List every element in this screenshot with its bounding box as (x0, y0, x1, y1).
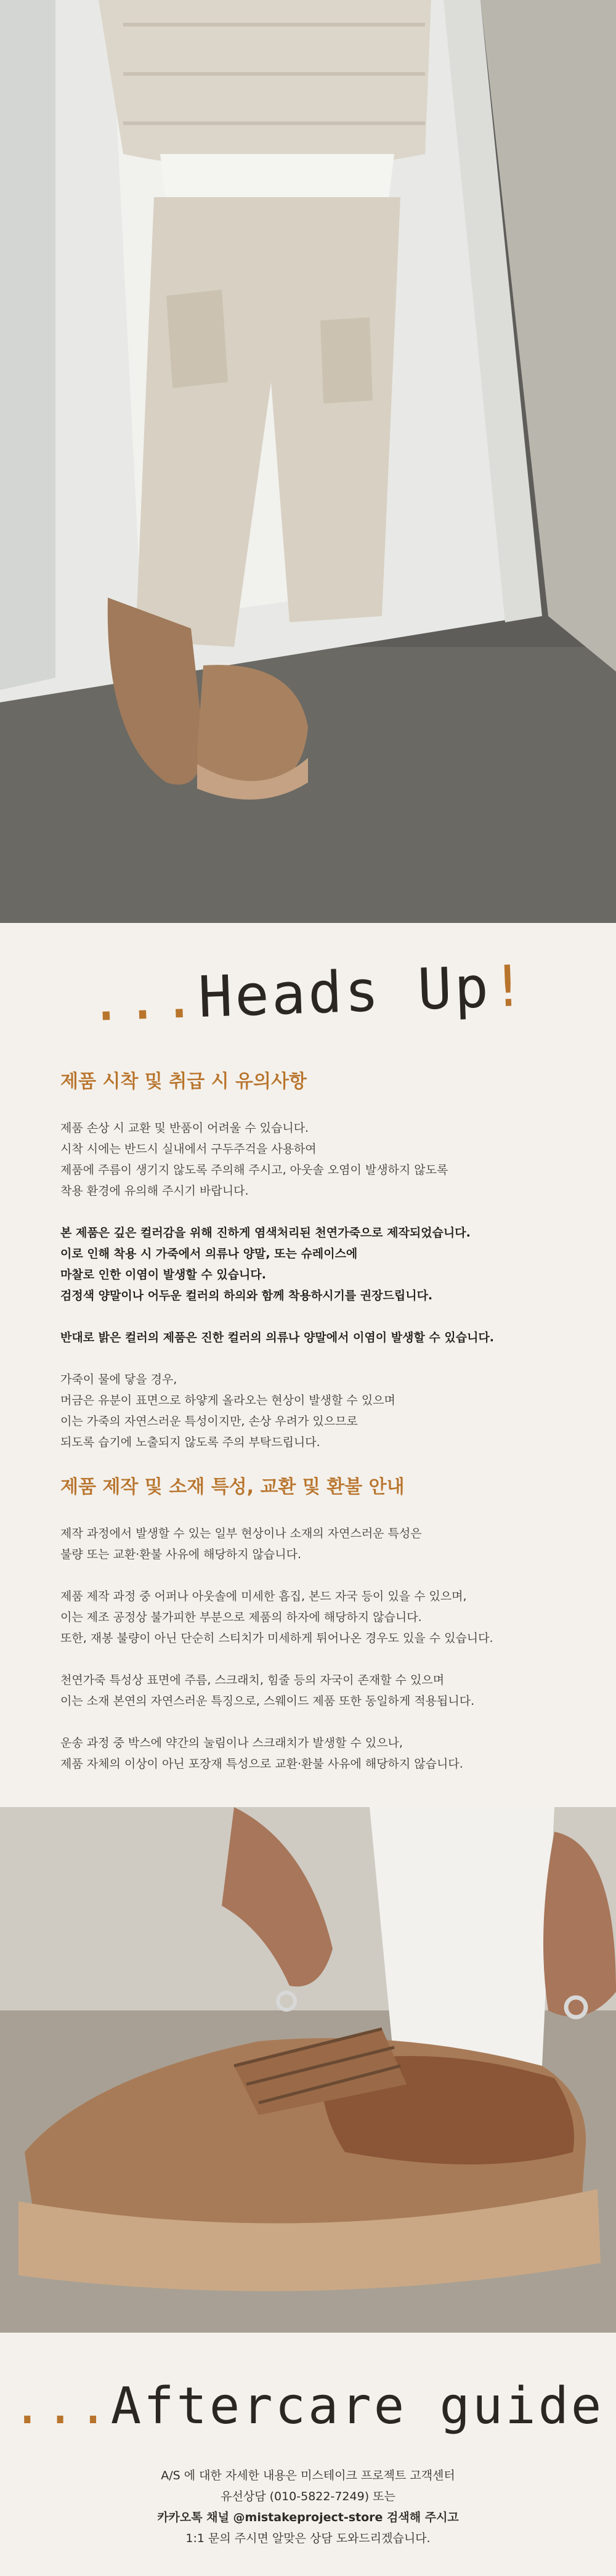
notice-paragraph (60, 1118, 565, 1201)
notice-line: 이는 제조 공정상 불가피한 부분으로 제품의 하자에 해당하지 않습니다. (60, 1611, 422, 1624)
title-dots: ... (87, 964, 200, 1034)
notice-line: 가죽이 물에 닿을 경우, (60, 1373, 177, 1386)
title-dots: ... (12, 2377, 111, 2436)
notice-line: 마찰로 인한 이염이 발생할 수 있습니다. (60, 1268, 266, 1282)
title-text: Heads Up (197, 954, 492, 1031)
heads-up-section (0, 923, 616, 1807)
notice-line: 제품 손상 시 교환 및 반품이 어려울 수 있습니다. (60, 1121, 309, 1135)
light-color-warning (60, 1327, 565, 1348)
lookbook-photo-lacing (0, 1807, 616, 2333)
title-text: Aftercare guide (110, 2377, 604, 2436)
notice-line: 이는 가죽의 자연스러운 특성이지만, 손상 우려가 있으므로 (60, 1415, 358, 1428)
production-refund-notice (60, 1471, 565, 1795)
notice-line: 천연가죽 특성상 표면에 주름, 스크래치, 힘줄 등의 자국이 존재할 수 있으며 (60, 1673, 445, 1687)
notice-paragraph (60, 1670, 565, 1712)
notice-line: 제품에 주름이 생기지 않도록 주의해 주시고, 아웃솔 오염이 발생하지 않도록 (60, 1163, 448, 1177)
water-exposure-notice (60, 1369, 565, 1453)
production-refund-heading: 제품 제작 및 소재 특성, 교환 및 환불 안내 (60, 1476, 405, 1498)
dye-transfer-warning (60, 1222, 565, 1306)
lookbook-photo-standing (0, 0, 616, 923)
notice-line: 이로 인해 착용 시 가죽에서 의류나 양말, 또는 슈레이스에 (60, 1247, 358, 1261)
aftercare-section (0, 2333, 616, 2576)
aftercare-title (0, 2376, 616, 2437)
aftercare-kakao-line: 카카오톡 채널 @mistakeproject-store 검색해 주시고 (157, 2511, 459, 2524)
notice-line: 제품 제작 과정 중 어퍼나 아웃솔에 미세한 흠집, 본드 자국 등이 있을 수 있으며, (60, 1590, 467, 1603)
notice-line: 또한, 재봉 불량이 아닌 단순히 스티치가 미세하게 튀어나온 경우도 있을 수 있습니다. (60, 1631, 493, 1645)
notice-line: 착용 환경에 유의해 주시기 바랍니다. (60, 1184, 249, 1198)
aftercare-contact-info (0, 2465, 616, 2549)
aftercare-phone-line: 유선상담 (010-5822-7249) 또는 (221, 2490, 395, 2503)
notice-line: 운송 과정 중 박스에 약간의 눌림이나 스크래치가 발생할 수 있으나, (60, 1736, 403, 1750)
notice-line: 제품 자체의 이상이 아닌 포장재 특성으로 교환·환불 사유에 해당하지 않습니다. (60, 1757, 463, 1771)
aftercare-line: A/S 에 대한 자세한 내용은 미스테이크 프로젝트 고객센터 (161, 2469, 455, 2482)
fitting-care-notice (60, 1066, 565, 1474)
notice-line: 불량 또는 교환·환불 사유에 해당하지 않습니다. (60, 1548, 302, 1561)
notice-line: 되도록 습기에 노출되지 않도록 주의 부탁드립니다. (60, 1436, 320, 1449)
notice-line: 제작 과정에서 발생할 수 있는 일부 현상이나 소재의 자연스러운 특성은 (60, 1527, 422, 1540)
heads-up-title (0, 949, 616, 1039)
notice-line: 시착 시에는 반드시 실내에서 구두주걱을 사용하여 (60, 1142, 317, 1156)
notice-paragraph (60, 1523, 565, 1565)
notice-line: 이는 소재 본연의 자연스러운 특징으로, 스웨이드 제품 또한 동일하게 적용됩니다. (60, 1694, 475, 1708)
lookbook-photo-lacing-illustration (0, 1807, 616, 2333)
notice-line: 반대로 밝은 컬러의 제품은 진한 컬러의 의류나 양말에서 이염이 발생할 수 있습니다. (60, 1331, 495, 1344)
title-exclamation: ! (489, 953, 529, 1020)
notice-line: 검정색 양말이나 어두운 컬러의 하의와 함께 착용하시기를 권장드립니다. (60, 1289, 433, 1302)
fitting-care-heading: 제품 시착 및 취급 시 유의사항 (60, 1071, 307, 1092)
notice-paragraph (60, 1586, 565, 1649)
notice-paragraph (60, 1733, 565, 1774)
notice-line: 본 제품은 깊은 컬러감을 위해 진하게 염색처리된 천연가죽으로 제작되었습니다. (60, 1226, 471, 1240)
notice-line: 머금은 유분이 표면으로 하얗게 올라오는 현상이 발생할 수 있으며 (60, 1394, 395, 1407)
aftercare-line: 1:1 문의 주시면 알맞은 상담 도와드리겠습니다. (185, 2532, 431, 2545)
lookbook-photo-standing-illustration (0, 0, 616, 923)
